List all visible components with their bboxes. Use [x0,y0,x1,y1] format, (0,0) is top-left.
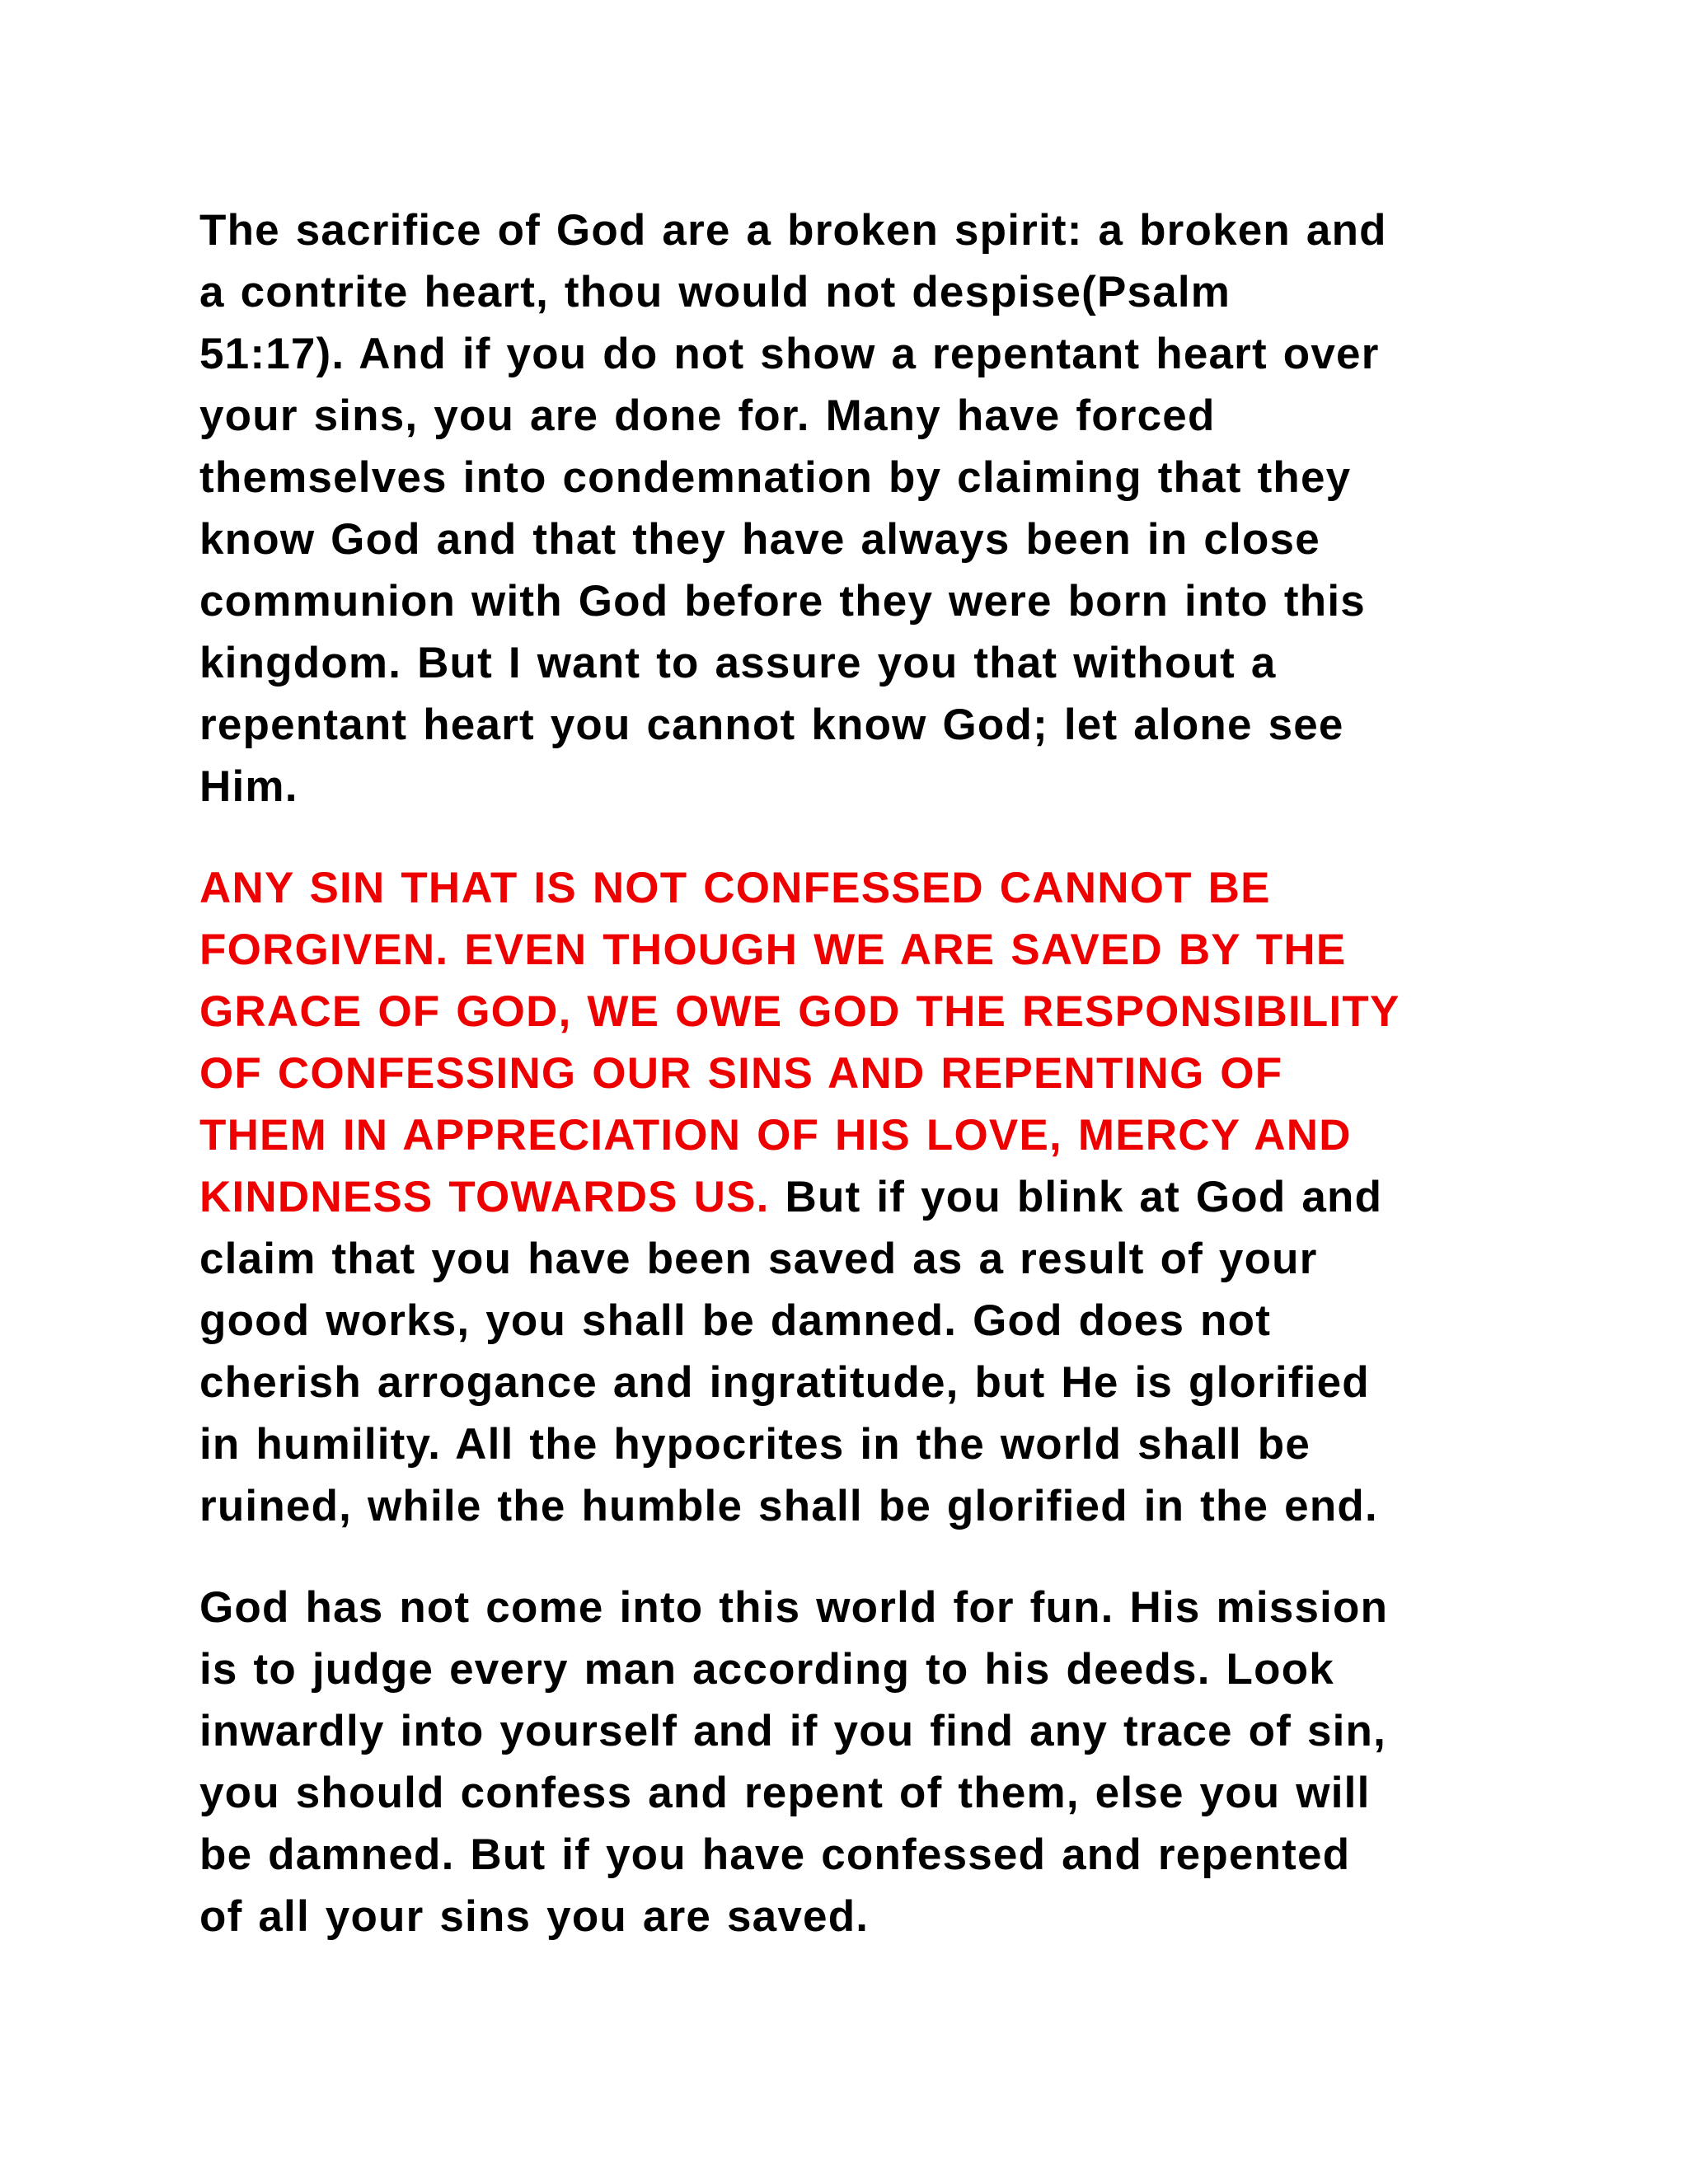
text-line: Him. [199,762,298,811]
text-line: of all your sins you are saved. [199,1892,870,1941]
paragraph-1 [199,199,1518,818]
emphasis-text: KINDNESS TOWARDS US. [199,1173,770,1221]
text-line: 51:17). And if you do not show a repentant heart over [199,330,1380,378]
mixed-line [199,1166,1518,1228]
text-line: know God and that they have always been in close [199,515,1320,564]
text-line: a contrite heart, thou would not despise(Psalm [199,268,1231,316]
text-line: communion with God before they were born into this [199,577,1366,626]
text-line: cherish arrogance and ingratitude, but He is glorified [199,1358,1370,1407]
emphasis-line: OF CONFESSING OUR SINS AND REPENTING OF [199,1049,1283,1098]
text-line: God has not come into this world for fun. His mission [199,1583,1389,1632]
text-line: your sins, you are done for. Many have forced [199,391,1216,440]
text-line: inwardly into yourself and if you find any trace of sin, [199,1707,1387,1755]
text-line: themselves into condemnation by claiming that they [199,453,1352,502]
text-line: good works, you shall be damned. God does not [199,1296,1272,1345]
text-line: kingdom. But I want to assure you that without a [199,639,1277,687]
text-line: in humility. All the hypocrites in the world shall be [199,1420,1311,1469]
text-line: ruined, while the humble shall be glorified in the end. [199,1482,1378,1530]
text-line: claim that you have been saved as a result of your [199,1235,1318,1283]
emphasis-line: GRACE OF GOD, WE OWE GOD THE RESPONSIBILITY [199,987,1400,1036]
paragraph-2 [199,857,1518,1537]
text-line: The sacrifice of God are a broken spirit: a broken and [199,206,1387,255]
text-line: repentant heart you cannot know God; let alone see [199,701,1344,749]
document-page [199,199,1518,1987]
body-text: But if you blink at God and [785,1173,1383,1221]
emphasis-line: THEM IN APPRECIATION OF HIS LOVE, MERCY AND [199,1111,1352,1160]
emphasis-line: FORGIVEN. EVEN THOUGH WE ARE SAVED BY THE [199,926,1347,974]
text-line: you should confess and repent of them, else you will [199,1769,1371,1817]
text-line: be damned. But if you have confessed and repented [199,1830,1351,1879]
text-line: is to judge every man according to his deeds. Look [199,1645,1334,1694]
emphasis-line: ANY SIN THAT IS NOT CONFESSED CANNOT BE [199,864,1271,912]
paragraph-3 [199,1577,1518,1947]
